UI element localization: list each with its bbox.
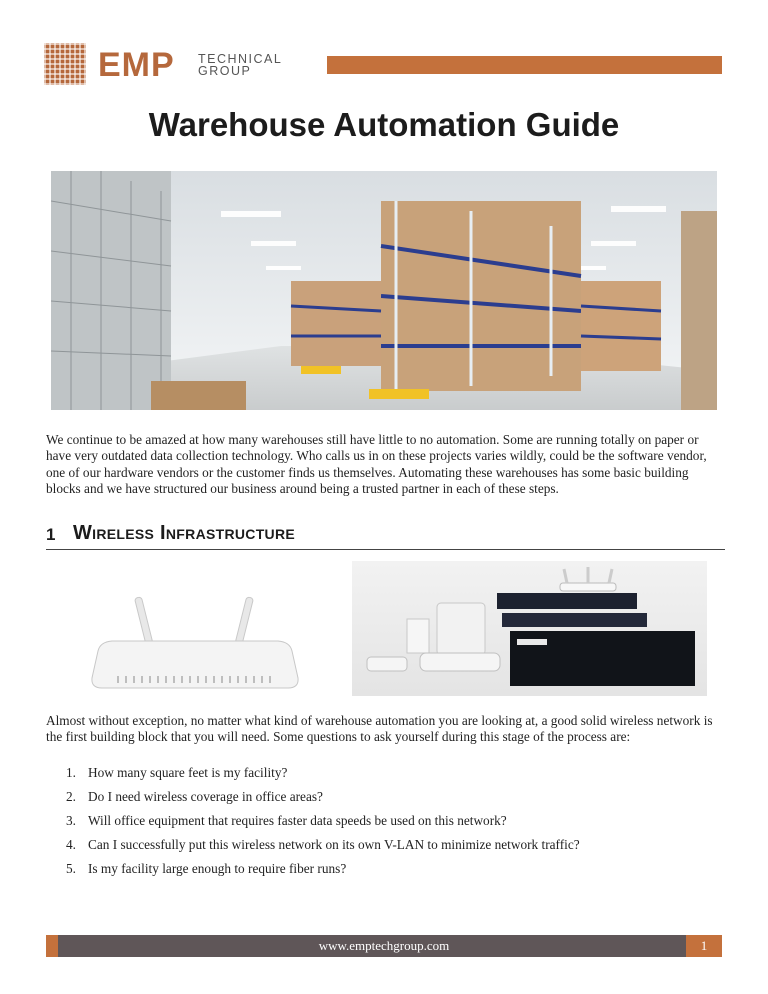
- list-item-number: 5.: [66, 861, 76, 876]
- logo-wordmark: EMP: [98, 46, 175, 84]
- section-divider: [46, 549, 725, 550]
- list-item-text: Do I need wireless coverage in office areas?: [88, 789, 323, 804]
- logo-subtitle-line2: GROUP: [198, 64, 252, 78]
- logo-icon: [44, 43, 86, 85]
- list-item: [66, 765, 706, 789]
- list-item-text: Is my facility large enough to require fiber runs?: [88, 861, 347, 876]
- footer-bar: [46, 935, 722, 957]
- list-item: [66, 837, 706, 861]
- warehouse-photo: [51, 171, 717, 410]
- section-title: Wireless Infrastructure: [73, 522, 296, 544]
- list-item-text: How many square feet is my facility?: [88, 765, 288, 780]
- warehouse-illustration: [51, 171, 717, 410]
- access-point-illustration: [80, 596, 310, 696]
- questions-list: [66, 765, 706, 885]
- section-number: 1: [46, 525, 56, 544]
- access-point-photo: [80, 596, 310, 696]
- list-item-text: Will office equipment that requires faster data speeds be used on this network?: [88, 813, 507, 828]
- list-item-number: 2.: [66, 789, 76, 804]
- section-paragraph: Almost without exception, no matter what kind of warehouse automation you are looking at, a good solid wireless network is the first building block that you will need. Some questions to ask yourself during this stage of the process are:: [46, 713, 713, 745]
- list-item-number: 4.: [66, 837, 76, 852]
- network-products-photo: [352, 561, 707, 696]
- page-title: Warehouse Automation Guide: [148, 106, 620, 143]
- header-accent-bar: [327, 56, 722, 74]
- list-item: [66, 789, 706, 813]
- intro-paragraph: We continue to be amazed at how many warehouses still have little to no automation. Some are running totally on paper or have very outdated data collection technology. Who calls us in on these projects varies wildly, could be the software vendor, one of our hardware vendors or the customer finds us themselves. Automating these warehouses has some basic building blocks and we have structured our business around being a trusted partner in each of these steps.: [46, 432, 707, 496]
- logo-subtitle: [198, 53, 308, 77]
- footer-url[interactable]: www.emptechgroup.com: [318, 938, 450, 953]
- list-item-number: 1.: [66, 765, 76, 780]
- list-item: [66, 813, 706, 837]
- list-item: [66, 861, 706, 885]
- list-item-text: Can I successfully put this wireless network on its own V-LAN to minimize network traffic?: [88, 837, 580, 852]
- page-number: 1: [686, 935, 722, 957]
- logo-subtitle-line1: TECHNICAL: [198, 52, 283, 66]
- network-products-illustration: [352, 561, 707, 696]
- list-item-number: 3.: [66, 813, 76, 828]
